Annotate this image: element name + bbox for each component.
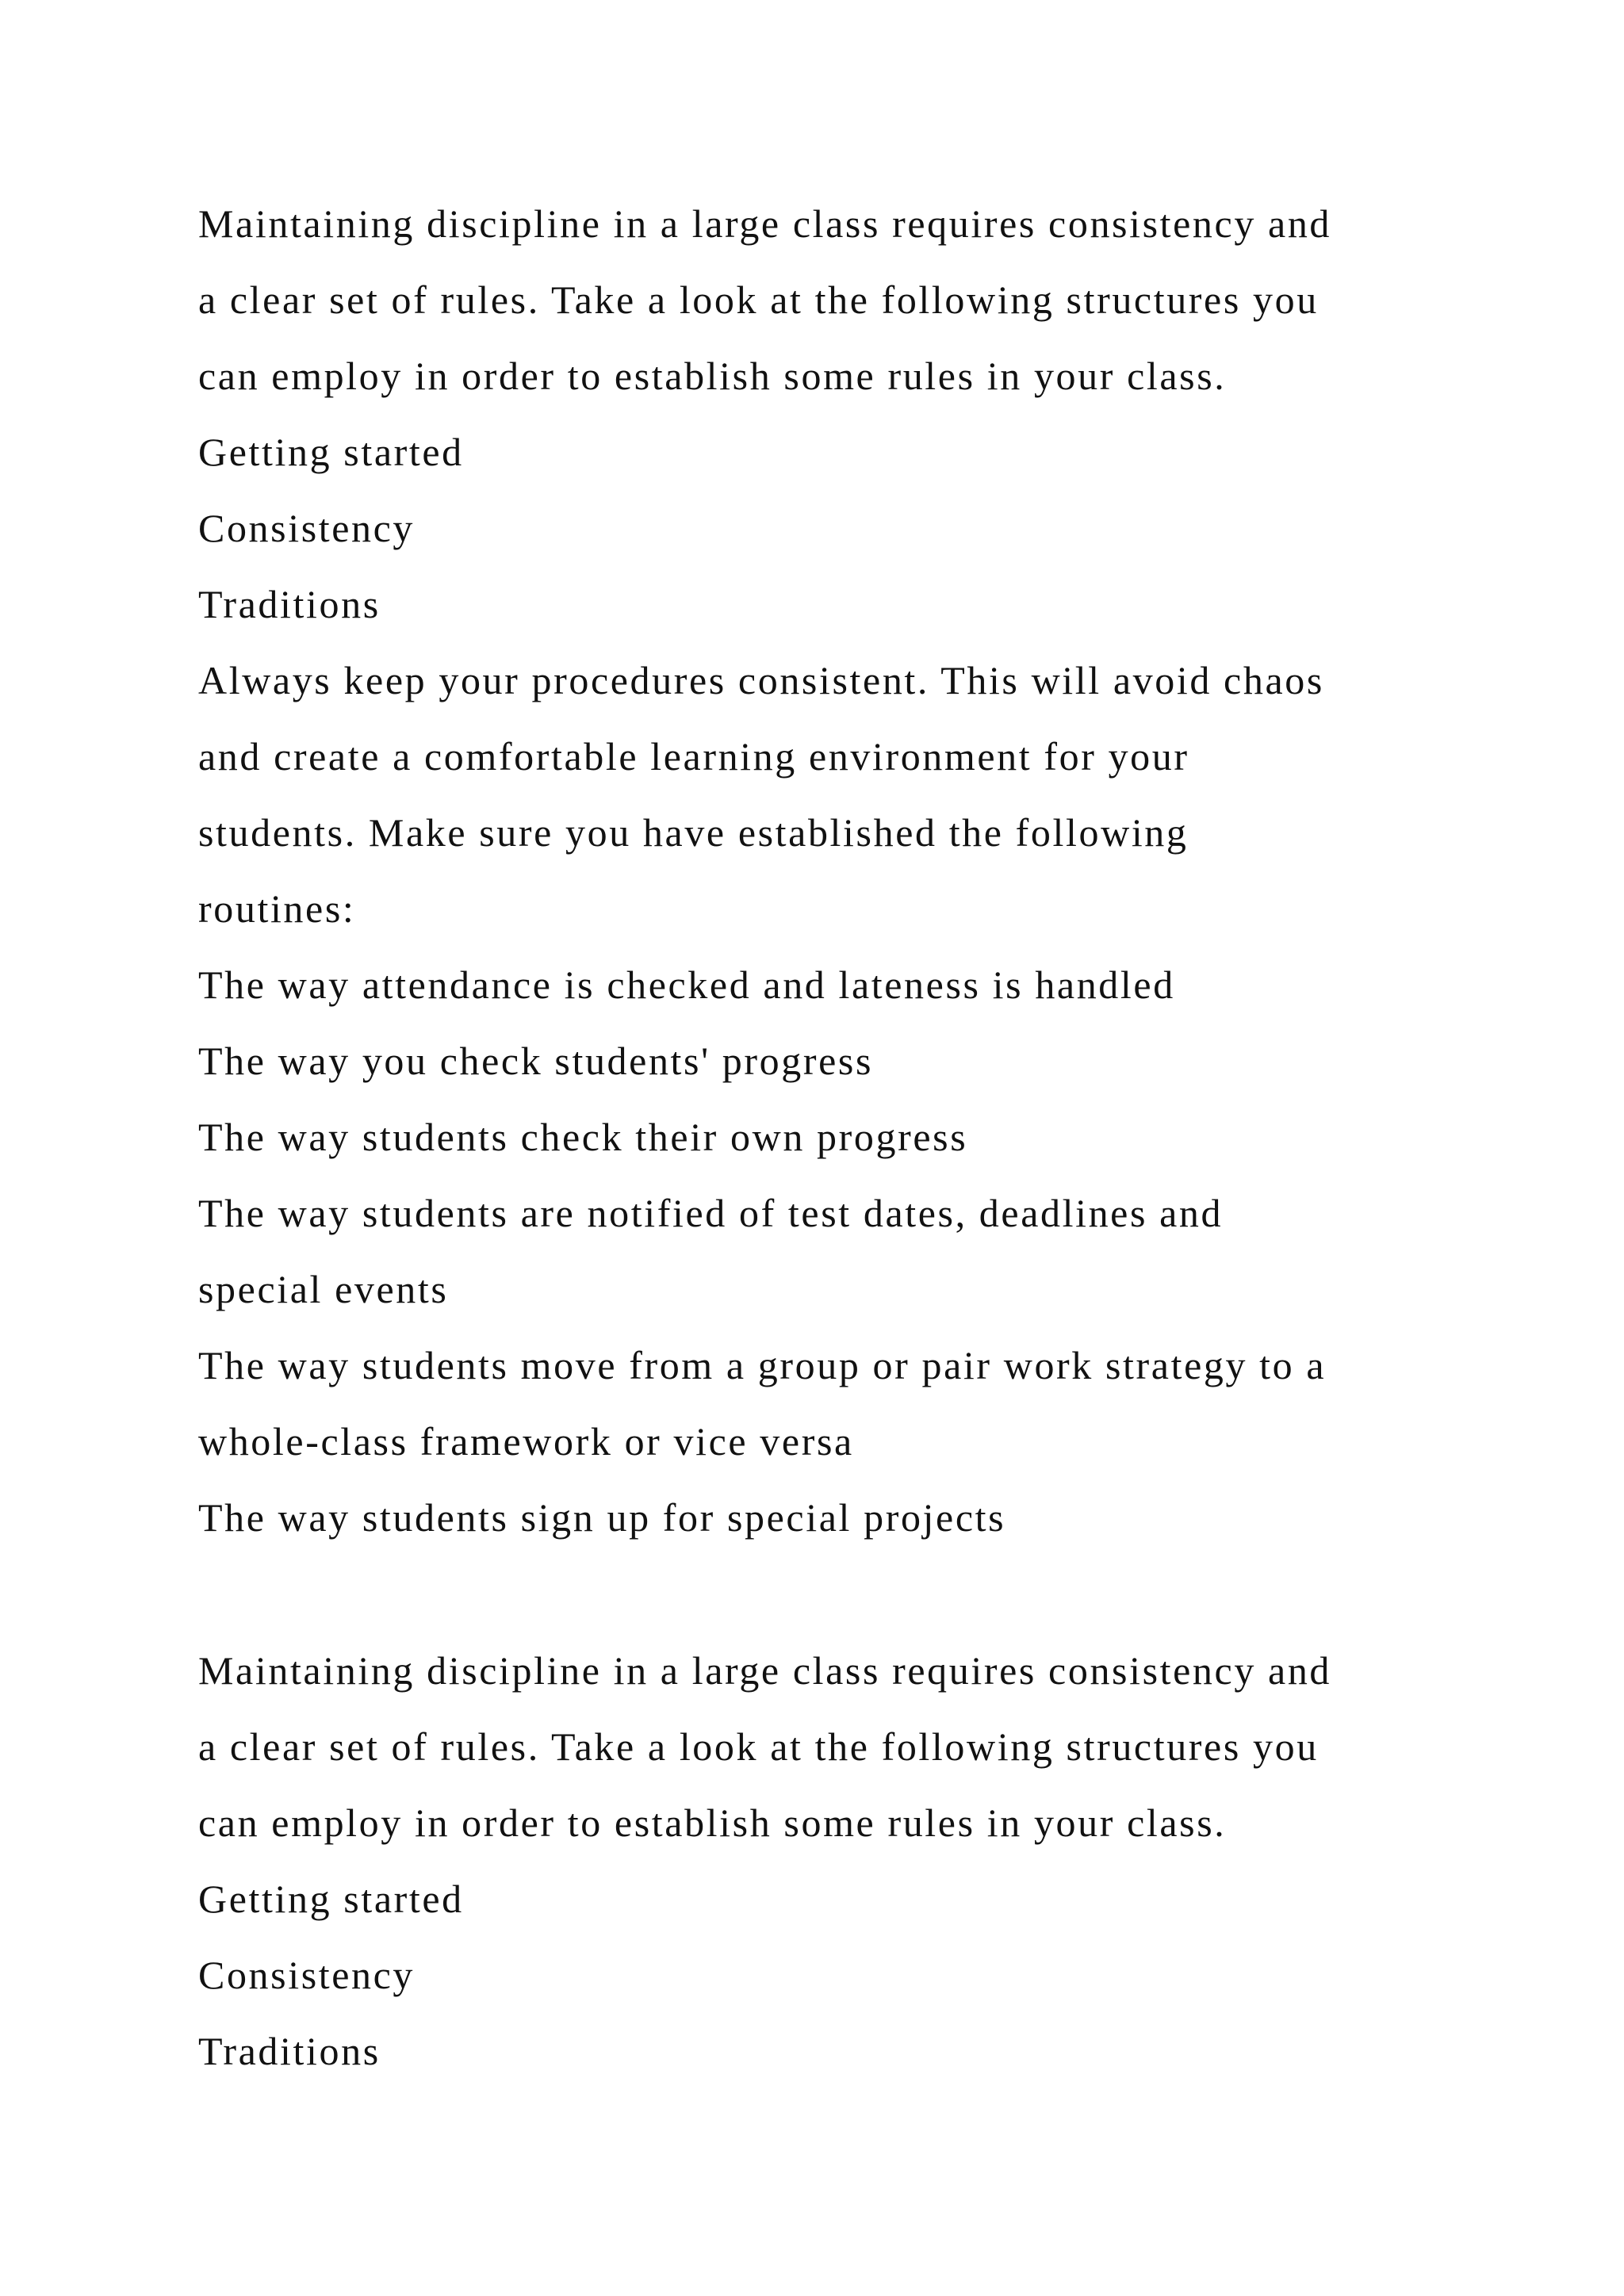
routine-item-group-work-line-1: The way students move from a group or pair work strategy to a xyxy=(198,1343,1327,1387)
text-block-second xyxy=(198,1632,1467,2089)
heading-getting-started: Getting started xyxy=(198,430,464,474)
paragraph-procedures-line-3: students. Make sure you have established the following xyxy=(198,810,1189,855)
routine-item-notifications-line-1: The way students are notified of test dates, deadlines and xyxy=(198,1191,1224,1235)
paragraph-intro-repeat-line-2: a clear set of rules. Take a look at the following structures you xyxy=(198,1724,1319,1769)
routine-item-notifications-line-2: special events xyxy=(198,1267,449,1311)
paragraph-intro-repeat-line-1: Maintaining discipline in a large class requires consistency and xyxy=(198,1648,1332,1693)
routine-item-special-projects: The way students sign up for special projects xyxy=(198,1495,1006,1540)
paragraph-intro-line-3: can employ in order to establish some rules in your class. xyxy=(198,354,1227,398)
routine-item-group-work-line-2: whole-class framework or vice versa xyxy=(198,1419,854,1464)
heading-consistency-repeat: Consistency xyxy=(198,1953,416,1997)
paragraph-intro-line-2: a clear set of rules. Take a look at the following structures you xyxy=(198,277,1319,322)
paragraph-intro-line-1: Maintaining discipline in a large class requires consistency and xyxy=(198,201,1332,246)
paragraph-intro-repeat-line-3: can employ in order to establish some rules in your class. xyxy=(198,1800,1227,1845)
routine-item-check-progress: The way you check students' progress xyxy=(198,1039,874,1083)
heading-traditions: Traditions xyxy=(198,582,381,626)
routine-item-attendance: The way attendance is checked and lateness is handled xyxy=(198,962,1175,1007)
heading-consistency: Consistency xyxy=(198,506,416,550)
text-block-first xyxy=(198,186,1467,1556)
heading-traditions-repeat: Traditions xyxy=(198,2029,381,2073)
heading-getting-started-repeat: Getting started xyxy=(198,1877,464,1921)
paragraph-procedures-line-4: routines: xyxy=(198,886,356,931)
paragraph-procedures-line-1: Always keep your procedures consistent. This will avoid chaos xyxy=(198,658,1324,702)
routine-item-own-progress: The way students check their own progress xyxy=(198,1115,968,1159)
paragraph-procedures-line-2: and create a comfortable learning environment for your xyxy=(198,734,1189,779)
